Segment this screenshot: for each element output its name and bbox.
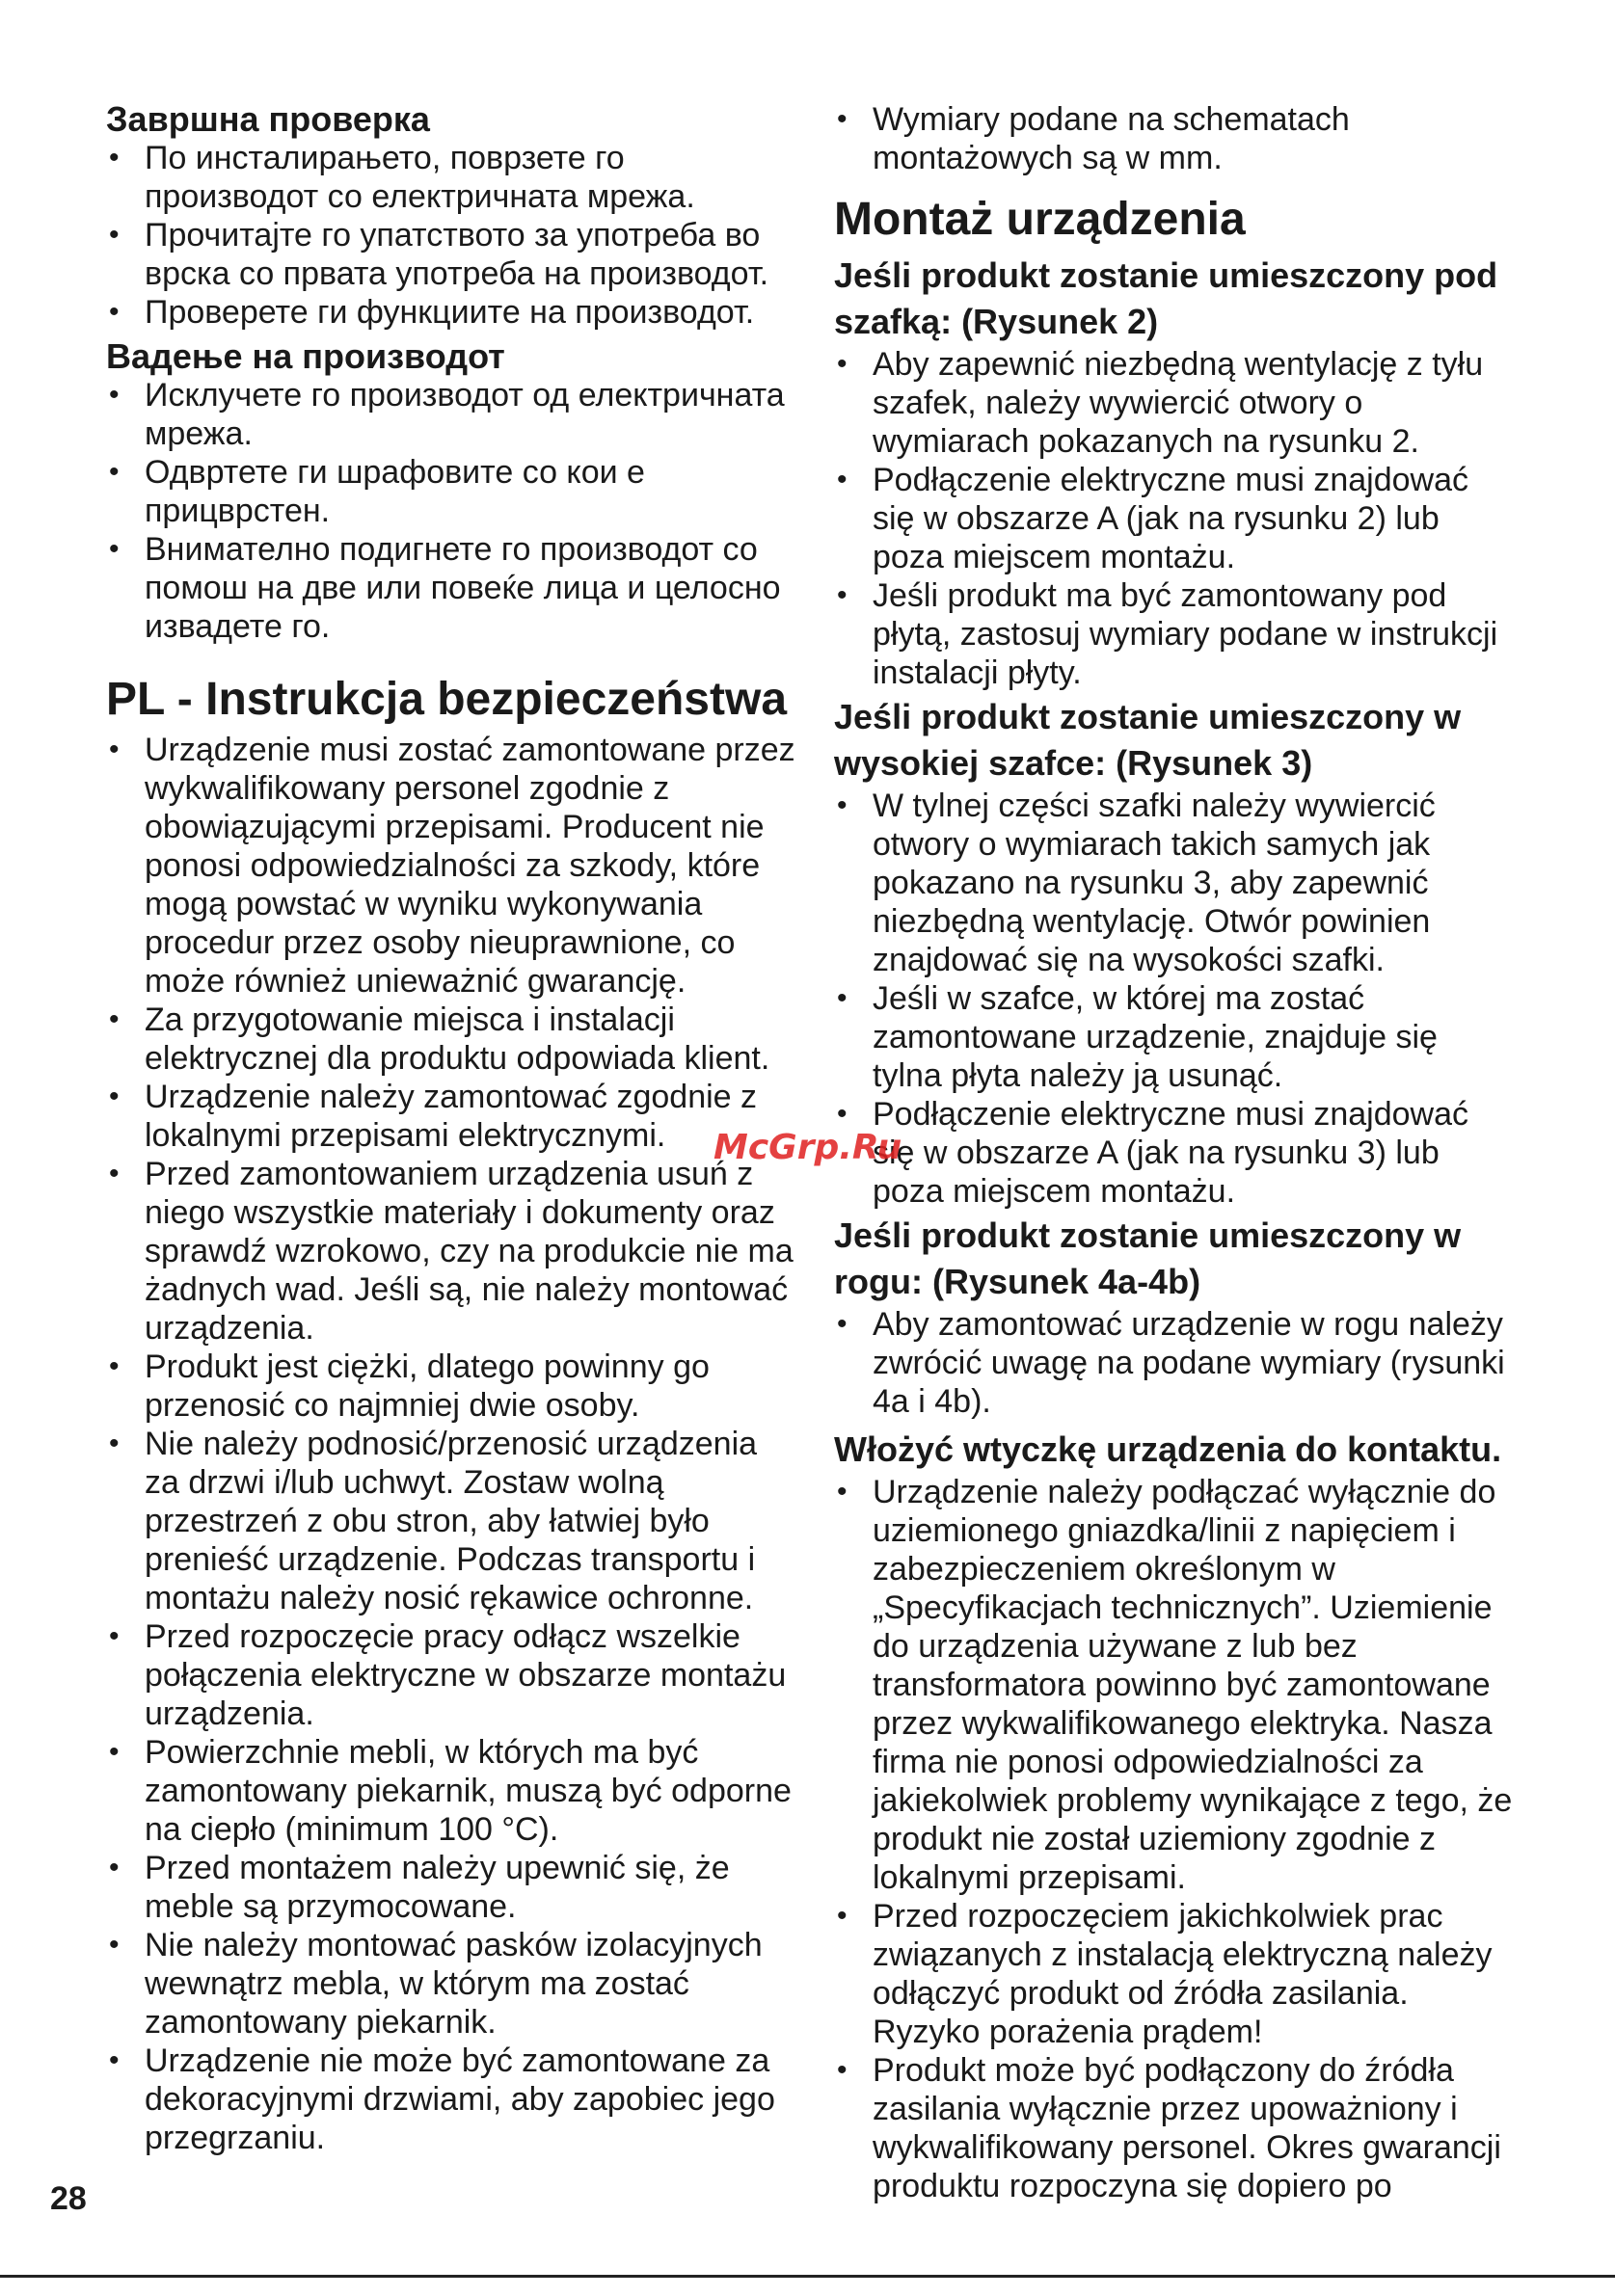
- tall-cabinet-list: [834, 787, 1514, 1211]
- subheading-under-cabinet: Jeśli produkt zostanie umieszczony pod szafką: (Rysunek 2): [834, 255, 1498, 341]
- section-heading-safety: PL - Instrukcja bezpieczeństwa: [106, 674, 788, 725]
- list-item: • Внимателно подигнете го производот со помош на две или повеќе лица и целосно извадете го.: [106, 530, 800, 646]
- final-check-list: [106, 139, 800, 332]
- list-item: • Przed zamontowaniem urządzenia usuń z niego wszystkie materiały i dokumenty oraz sprawdź wzrokowo, czy na produkcie nie ma żadnych wad. Jeśli są, nie należy montować urządzenia.: [106, 1155, 800, 1348]
- subheading-corner: Jeśli produkt zostanie umieszczony w rogu: (Rysunek 4a-4b): [834, 1215, 1462, 1301]
- list-item: • Urządzenie nie może być zamontowane za dekoracyjnymi drzwiami, aby zapobiec jego przegrzaniu.: [106, 2042, 800, 2157]
- list-item: • Przed rozpoczęcie pracy odłącz wszelkie połączenia elektryczne w obszarze montażu urządzenia.: [106, 1617, 800, 1733]
- section-heading-final-check: Завршна проверка: [106, 99, 430, 139]
- subheading-plug-in: Włożyć wtyczkę urządzenia do kontaktu.: [834, 1429, 1502, 1469]
- list-item: • W tylnej części szafki należy wywiercić otwory o wymiarach takich samych jak pokazano na rysunku 3, aby zapewnić niezbędną wentylację. Otwór powinien znajdować się na wysokości szafki.: [834, 787, 1514, 979]
- list-item: • Przed rozpoczęciem jakichkolwiek prac związanych z instalacją elektryczną należy odłączyć produkt od źródła zasilania. Ryzyko porażenia prądem!: [834, 1897, 1514, 2051]
- subheading-tall-cabinet: Jeśli produkt zostanie umieszczony w wysokiej szafce: (Rysunek 3): [834, 697, 1462, 783]
- corner-list: [834, 1305, 1514, 1421]
- list-item: • Nie należy montować pasków izolacyjnych wewnątrz mebla, w którym ma zostać zamontowany piekarnik.: [106, 1926, 800, 2042]
- list-item: • Jeśli produkt ma być zamontowany pod płytą, zastosuj wymiary podane w instrukcji instalacji płyty.: [834, 576, 1514, 692]
- list-item: • Nie należy podnosić/przenosić urządzenia za drzwi i/lub uchwyt. Zostaw wolną przestrzeń z obu stron, aby łatwiej było prenieść urządzenie. Podczas transportu i montażu należy nosić rękawice ochronne.: [106, 1425, 800, 1617]
- under-cabinet-list: [834, 345, 1514, 692]
- section-heading-installation: Montaż urządzenia: [834, 194, 1246, 245]
- right-column: [834, 100, 1514, 2207]
- list-item: • Za przygotowanie miejsca i instalacji elektrycznej dla produktu odpowiada klient.: [106, 1001, 800, 1078]
- intro-list: [834, 100, 1514, 177]
- list-item: • Powierzchnie mebli, w których ma być zamontowany piekarnik, muszą być odporne na ciepło (minimum 100 °C).: [106, 1733, 800, 1849]
- list-item: • Podłączenie elektryczne musi znajdować się w obszarze A (jak na rysunku 3) lub poza miejscem montażu.: [834, 1095, 1514, 1211]
- list-item: • По инсталирањето, поврзете го производот со електричната мрежа.: [106, 139, 800, 216]
- footer-divider: [0, 2275, 1615, 2278]
- list-item: • Przed montażem należy upewnić się, że meble są przymocowane.: [106, 1849, 800, 1926]
- list-item: • Produkt jest ciężki, dlatego powinny go przenosić co najmniej dwie osoby.: [106, 1348, 800, 1425]
- list-item: • Прочитајте го упатството за употреба во врска со првата употреба на производот.: [106, 216, 800, 293]
- watermark: McGrp.Ru: [713, 1128, 902, 1167]
- removal-list: [106, 376, 800, 646]
- list-item: • Urządzenie musi zostać zamontowane przez wykwalifikowany personel zgodnie z obowiązującymi przepisami. Producent nie ponosi odpowiedzialności za szkody, które mogą powstać w wyniku wykonywania procedur przez osoby nieuprawnione, co może również unieważnić gwarancję.: [106, 731, 800, 1001]
- section-heading-removal: Вадење на производот: [106, 336, 505, 376]
- list-item: • Проверете ги функциите на производот.: [106, 293, 800, 332]
- list-item: • Aby zapewnić niezbędną wentylację z tyłu szafek, należy wywiercić otwory o wymiarach pokazanych na rysunku 2.: [834, 345, 1514, 461]
- left-column: [106, 100, 800, 2159]
- list-item: • Исклучете го производот од електричната мрежа.: [106, 376, 800, 453]
- list-item: • Wymiary podane na schematach montażowych są w mm.: [834, 100, 1514, 177]
- safety-list: [106, 731, 800, 2157]
- plug-in-list: [834, 1473, 1514, 2205]
- list-item: • Urządzenie należy zamontować zgodnie z lokalnymi przepisami elektrycznymi.: [106, 1078, 800, 1155]
- list-item: • Produkt może być podłączony do źródła zasilania wyłącznie przez upoważniony i wykwalifikowany personel. Okres gwarancji produktu rozpoczyna się dopiero po: [834, 2051, 1514, 2205]
- list-item: • Urządzenie należy podłączać wyłącznie do uziemionego gniazdka/linii z napięciem i zabezpieczeniem określonym w „Specyfikacjach technicznych”. Uziemienie do urządzenia używane z lub bez transformatora powinno być zamontowane przez wykwalifikowanego elektryka. Nasza firma nie ponosi odpowiedzialności za jakiekolwiek problemy wynikające z tego, że produkt nie został uziemiony zgodnie z lokalnymi przepisami.: [834, 1473, 1514, 1897]
- list-item: • Одвртете ги шрафовите со кои е прицврстен.: [106, 453, 800, 530]
- list-item: • Aby zamontować urządzenie w rogu należy zwrócić uwagę na podane wymiary (rysunki 4a i 4b).: [834, 1305, 1514, 1421]
- list-item: • Podłączenie elektryczne musi znajdować się w obszarze A (jak na rysunku 2) lub poza miejscem montażu.: [834, 461, 1514, 576]
- list-item: • Jeśli w szafce, w której ma zostać zamontowane urządzenie, znajduje się tylna płyta należy ją usunąć.: [834, 979, 1514, 1095]
- page-number: 28: [50, 2180, 87, 2217]
